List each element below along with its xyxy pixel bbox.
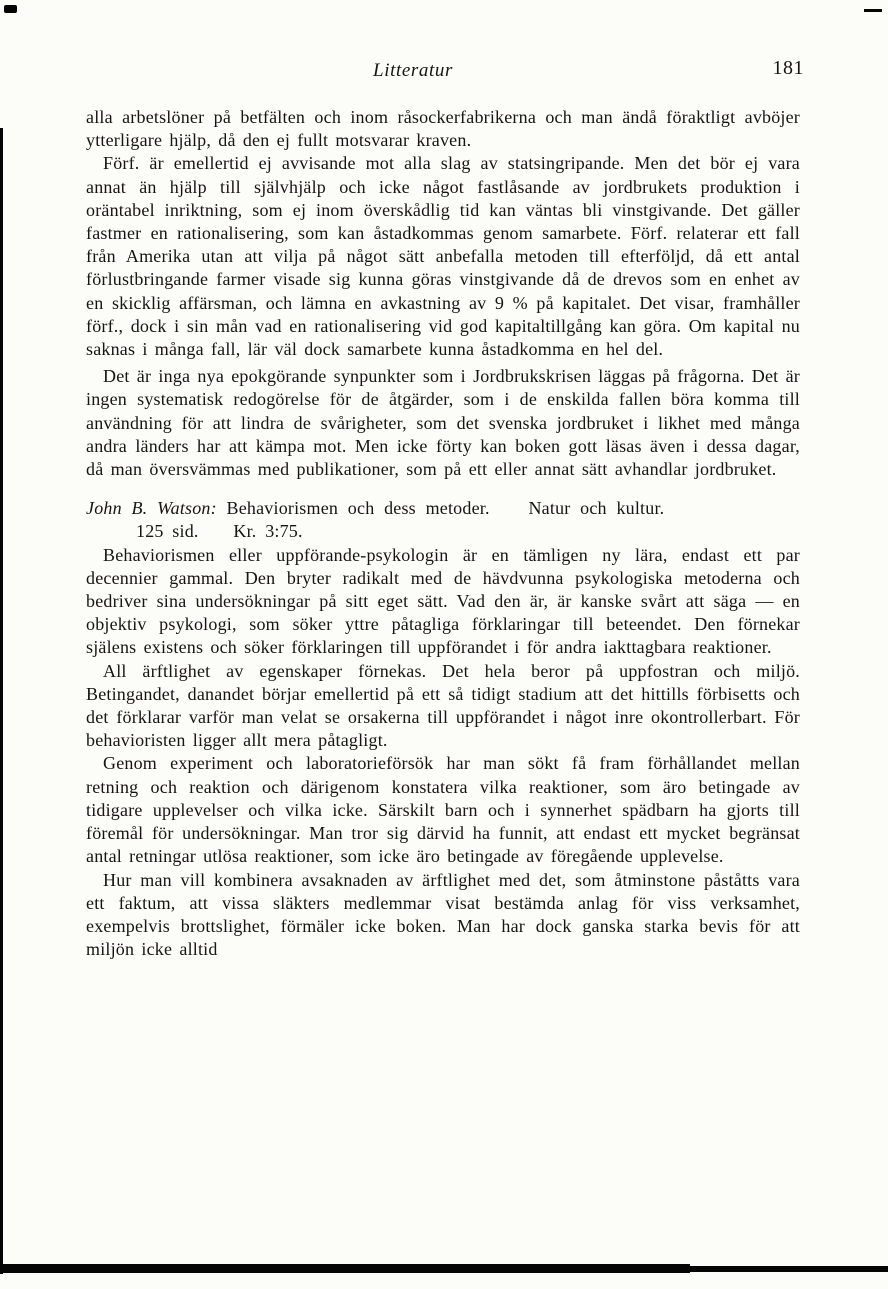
- review-author-name: John B. Watson:: [86, 498, 217, 519]
- scan-artifact-left-edge: [0, 128, 3, 1274]
- body-paragraph: Det är inga nya epokgörande synpunkter som i Jordbrukskrisen läggas på frågorna. Det är ingen systematisk redogörelse för de åtgärder, som i de enskilda fallen böra komma till användning för att lindra de svårigheter, som det svenska jordbruket i likhet med många andra länders har att kämpa mot. Men icke förty kan boken gott läsas även i dessa dagar, då man översvämmas med publikationer, som på ett eller annat sätt avhandlar jordbruket.: [86, 366, 800, 480]
- page-number: 181: [772, 57, 804, 79]
- body-paragraph: Genom experiment och laboratorieförsök har man sökt få fram förhållandet mellan retning och reaktion och därigenom konstatera vilka reaktioner, som äro betingade av tidigare upplevelser och vilka icke. Särskilt barn och i synnerhet spädbarn ha gjorts till föremål för undersökningar. Man tror sig därvid ha funnit, att endast ett mycket begränsat antal retningar utlösa reaktioner, som icke äro betingade av föregående upplevelse.: [86, 753, 800, 867]
- body-paragraph: Förf. är emellertid ej avvisande mot alla slag av statsingripande. Men det bör ej vara annat än hjälp till självhjälp och icke något fastlåsande av jordbrukets produktion i oräntabel inriktning, som ej inom överskådlig tid kan väntas bli vinstgivande. Det gäller fastmer en rationalisering, som kan åstadkommas genom samarbete. Förf. relaterar ett fall från Amerika utan att vilja på något sätt anbefalla metoden till efterföljd, då ett antal förlustbringande farmer visade sig kunna göras vinstgivande då de drevos som en enhet av en skicklig affärsman, och lämna en avkastning av 9 % på kapitalet. Det visar, framhåller förf., dock i sin mån vad en rationalisering vid god kapitaltillgång kan göra. Om kapital nu saknas i många fall, lär väl dock samarbete kunna åstadkomma en hel del.: [86, 153, 800, 360]
- running-title: Litteratur: [373, 60, 453, 81]
- review-heading: [86, 497, 800, 520]
- body-paragraph: Behaviorismen eller uppförande-psykologin är en tämligen ny lära, endast ett par decennier gammal. Den bryter radikalt med de hävdvunna psykologiska metoderna och bedriver sina undersökningar på sitt eget sätt. Vad den är, är kanske svårt att säga — en objektiv psykologi, som söker yttre påtagliga förklaringar till beteendet. Den förnekar själens existens och söker förklaringen till uppförandet i för andra iakttagbara reaktioner.: [86, 544, 800, 658]
- body-paragraph: Hur man vill kombinera avsaknaden av ärftlighet med det, som åtminstone påståtts vara ett faktum, att vissa släkters medlemmar visat bestämda anlag för viss verksamhet, exempelvis brottslighet, förmäler icke boken. Man har dock ganska starka bevis för att miljön icke alltid: [86, 869, 800, 960]
- body-paragraph: All ärftlighet av egenskaper förnekas. Det hela beror på uppfostran och miljö. Betingandet, danandet börjar emellertid på ett så tidigt stadium att det hittills förbisetts och det förklarar varför man velat se orsakerna till uppförandet i något inre okontrollerbart. För behavioristen ligger allt mera påtagligt.: [86, 660, 800, 751]
- page-header: [86, 57, 804, 88]
- review-title-and-publisher: Behaviorismen och dess metoder. Natur och kultur.: [216, 498, 665, 519]
- scan-artifact-bottom-edge: [0, 1266, 888, 1272]
- scan-artifact-top-right-dash: [864, 9, 882, 12]
- scan-artifact-top-left-corner: [4, 5, 17, 13]
- body-paragraph: alla arbetslöner på betfälten och inom råsockerfabrikerna och man ändå föraktligt avböjer ytterligare hjälp, då den ej fullt motsvarar kraven.: [86, 107, 800, 151]
- review-details: 125 sid. Kr. 3:75.: [136, 521, 303, 542]
